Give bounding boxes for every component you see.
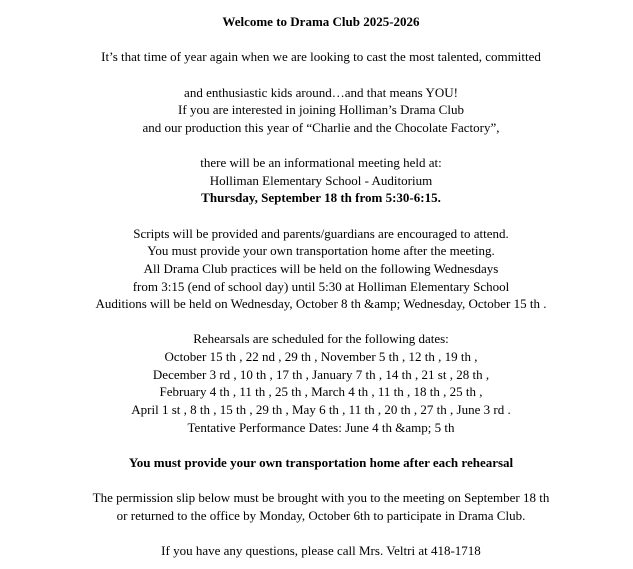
intro-line-1: It’s that time of year again when we are looking to cast the most talented, committed [101, 49, 541, 64]
page-title: Welcome to Drama Club 2025-2026 [222, 14, 420, 29]
permission-line-1: The permission slip below must be brought with you to the meeting on September 18 th [92, 490, 550, 505]
rehearsal-dates-line-3: February 4 th , 11 th , 25 th , March 4 th , 11 th , 18 th , 25 th , [159, 384, 483, 399]
meeting-datetime: Thursday, September 18 th from 5:30-6:15. [201, 190, 441, 205]
intro-line-3: If you are interested in joining Holliman’s Drama Club [178, 102, 464, 117]
meeting-location: Holliman Elementary School - Auditorium [209, 173, 433, 188]
rehearsal-dates-line-1: October 15 th , 22 nd , 29 th , November 5 th , 12 th , 19 th , [164, 349, 478, 364]
transport-notice: You must provide your own transportation home after each rehearsal [128, 455, 514, 470]
details-line-2: You must provide your own transportation home after the meeting. [147, 243, 495, 258]
permission-line-2: or returned to the office by Monday, October 6th to participate in Drama Club. [116, 508, 526, 523]
details-line-1: Scripts will be provided and parents/guardians are encouraged to attend. [133, 226, 509, 241]
auditions-line: Auditions will be held on Wednesday, October 8 th &amp; Wednesday, October 15 th . [95, 296, 547, 311]
meeting-intro: there will be an informational meeting held at: [200, 155, 442, 170]
performance-dates: Tentative Performance Dates: June 4 th &amp; 5 th [187, 420, 455, 435]
intro-line-4: and our production this year of “Charlie and the Chocolate Factory”, [142, 120, 500, 135]
rehearsals-heading: Rehearsals are scheduled for the following dates: [193, 331, 449, 346]
intro-line-2: and enthusiastic kids around…and that means YOU! [184, 85, 458, 100]
contact-line: If you have any questions, please call Mrs. Veltri at 418-1718 [161, 543, 481, 558]
details-line-4: from 3:15 (end of school day) until 5:30 at Holliman Elementary School [132, 279, 510, 294]
rehearsal-dates-line-4: April 1 st , 8 th , 15 th , 29 th , May 6 th , 11 th , 20 th , 27 th , June 3 rd . [131, 402, 511, 417]
rehearsal-dates-line-2: December 3 rd , 10 th , 17 th , January 7 th , 14 th , 21 st , 28 th , [152, 367, 490, 382]
details-line-3: All Drama Club practices will be held on the following Wednesdays [143, 261, 499, 276]
